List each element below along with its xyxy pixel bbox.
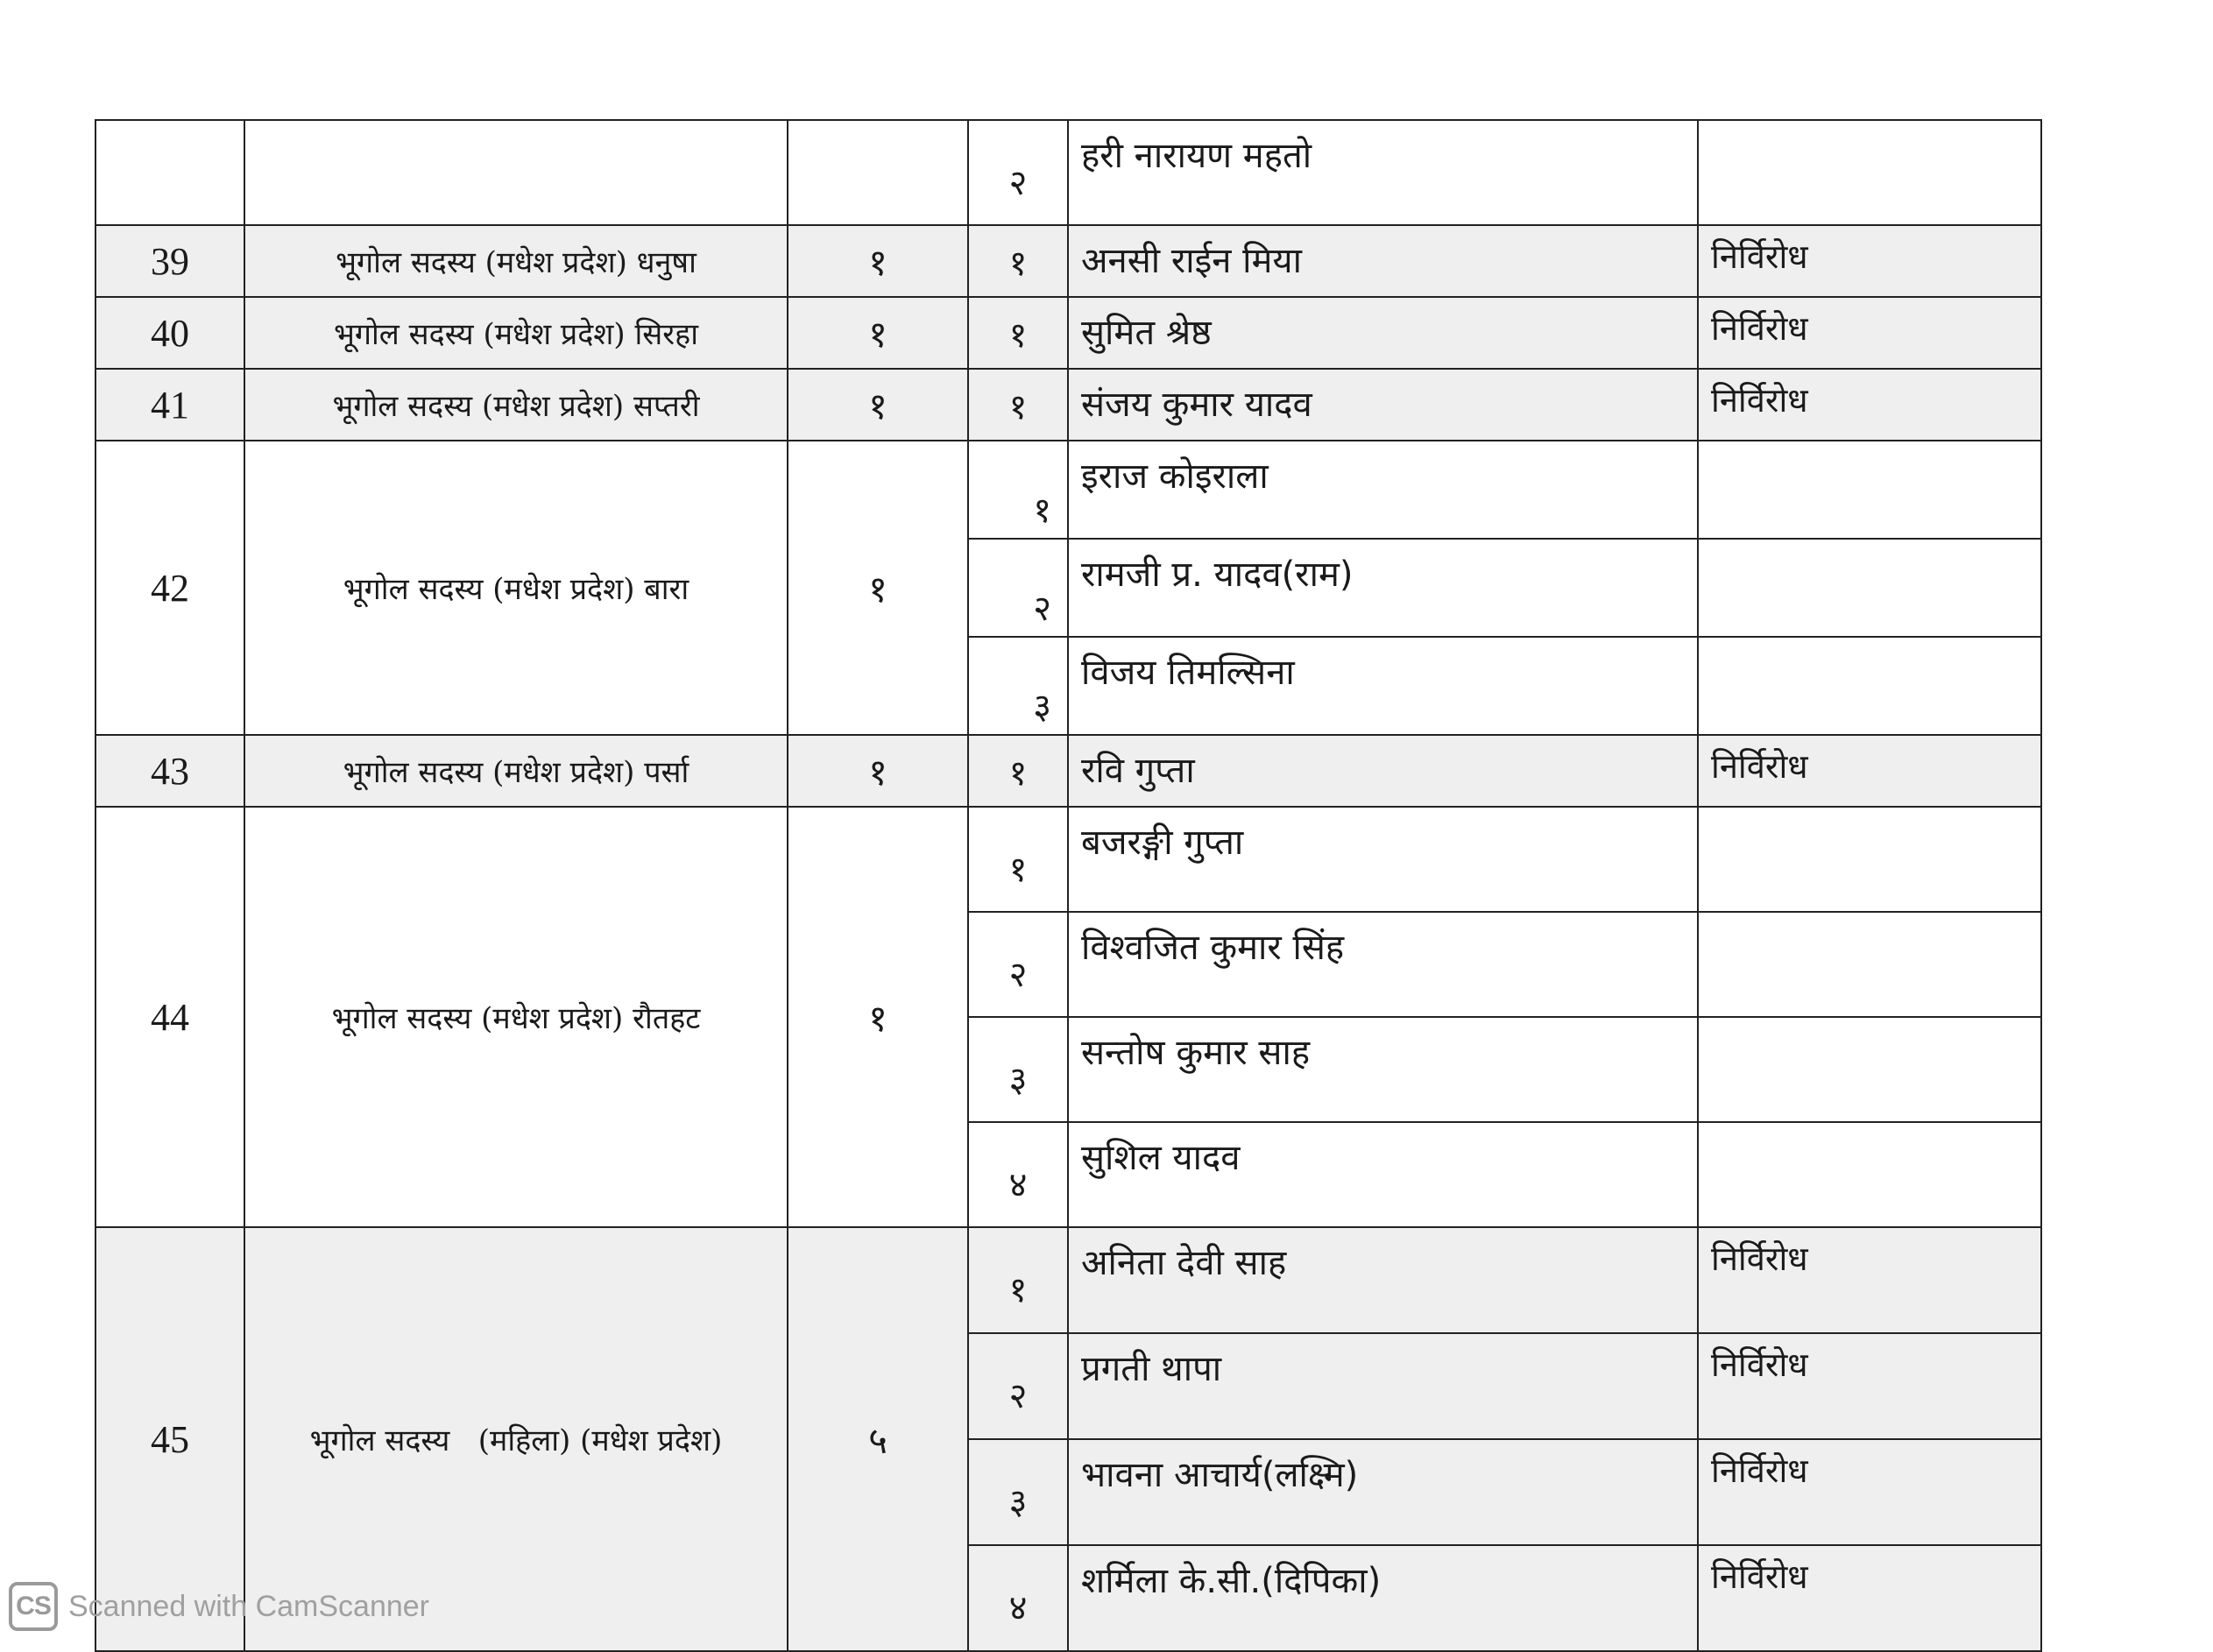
serial-cell bbox=[95, 120, 244, 225]
remark bbox=[1698, 807, 2041, 912]
candidate-name: सुशिल यादव bbox=[1068, 1122, 1698, 1227]
table-row bbox=[95, 1227, 2041, 1333]
candidate-number: २ bbox=[968, 912, 1068, 1017]
candidate-number: ४ bbox=[968, 1122, 1068, 1227]
remark-cell bbox=[1698, 120, 2041, 225]
post-title: भूगोल सदस्य (मधेश प्रदेश) धनुषा bbox=[244, 225, 788, 297]
table-row bbox=[95, 120, 2041, 225]
candidate-name: विश्वजित कुमार सिंह bbox=[1068, 912, 1698, 1017]
serial-number: 41 bbox=[95, 369, 244, 441]
remark: निर्विरोध bbox=[1698, 1333, 2041, 1439]
table-row bbox=[95, 225, 2041, 297]
candidate-name: शर्मिला के.सी.(दिपिका) bbox=[1068, 1545, 1698, 1651]
seat-count: १ bbox=[788, 369, 968, 441]
remark: निर्विरोध bbox=[1698, 369, 2041, 441]
post-title: भूगोल सदस्य (मधेश प्रदेश) सिरहा bbox=[244, 297, 788, 369]
candidate-number: २ bbox=[968, 120, 1068, 225]
candidate-number: १ bbox=[968, 297, 1068, 369]
candidate-name: सुमित श्रेष्ठ bbox=[1068, 297, 1698, 369]
watermark-text: Scanned with CamScanner bbox=[68, 1589, 430, 1623]
remark bbox=[1698, 1017, 2041, 1122]
seats-cell bbox=[788, 120, 968, 225]
seat-count: ५ bbox=[788, 1227, 968, 1651]
post-cell bbox=[244, 120, 788, 225]
serial-number: 40 bbox=[95, 297, 244, 369]
serial-number: 45 bbox=[95, 1227, 244, 1651]
candidate-number: १ bbox=[968, 807, 1068, 912]
candidate-name: अनसी राईन मिया bbox=[1068, 225, 1698, 297]
seat-count: १ bbox=[788, 297, 968, 369]
post-title: भूगोल सदस्य (मधेश प्रदेश) रौतहट bbox=[244, 807, 788, 1227]
candidate-number: ३ bbox=[968, 637, 1068, 735]
candidate-name: रामजी प्र. यादव(राम) bbox=[1068, 539, 1698, 637]
remark bbox=[1698, 539, 2041, 637]
remark: निर्विरोध bbox=[1698, 225, 2041, 297]
candidate-name: संजय कुमार यादव bbox=[1068, 369, 1698, 441]
table-row bbox=[95, 735, 2041, 807]
seat-count: १ bbox=[788, 807, 968, 1227]
post-title: भूगोल सदस्य (मधेश प्रदेश) सप्तरी bbox=[244, 369, 788, 441]
serial-number: 42 bbox=[95, 441, 244, 735]
table-row bbox=[95, 441, 2041, 539]
candidate-number: १ bbox=[968, 441, 1068, 539]
remark: निर्विरोध bbox=[1698, 1545, 2041, 1651]
candidate-name: सन्तोष कुमार साह bbox=[1068, 1017, 1698, 1122]
candidate-number: ३ bbox=[968, 1439, 1068, 1545]
candidate-name: विजय तिमल्सिना bbox=[1068, 637, 1698, 735]
remark bbox=[1698, 637, 2041, 735]
seat-count: १ bbox=[788, 225, 968, 297]
candidate-number: २ bbox=[968, 1333, 1068, 1439]
candidate-number: १ bbox=[968, 1227, 1068, 1333]
candidate-number: ३ bbox=[968, 1017, 1068, 1122]
seat-count: १ bbox=[788, 441, 968, 735]
remark: निर्विरोध bbox=[1698, 297, 2041, 369]
serial-number: 44 bbox=[95, 807, 244, 1227]
camscanner-logo-icon: CS bbox=[9, 1582, 58, 1631]
candidate-name: बजरङ्गी गुप्ता bbox=[1068, 807, 1698, 912]
post-title: भूगोल सदस्य (मधेश प्रदेश) बारा bbox=[244, 441, 788, 735]
camscanner-watermark bbox=[9, 1578, 429, 1634]
candidate-number: ४ bbox=[968, 1545, 1068, 1651]
candidate-results-table bbox=[95, 119, 2042, 1652]
candidate-name: इराज कोइराला bbox=[1068, 441, 1698, 539]
remark bbox=[1698, 1122, 2041, 1227]
remark: निर्विरोध bbox=[1698, 735, 2041, 807]
post-title: भूगोल सदस्य (महिला) (मधेश प्रदेश) bbox=[244, 1227, 788, 1651]
serial-number: 43 bbox=[95, 735, 244, 807]
table-row bbox=[95, 369, 2041, 441]
seat-count: १ bbox=[788, 735, 968, 807]
post-title: भूगोल सदस्य (मधेश प्रदेश) पर्सा bbox=[244, 735, 788, 807]
serial-number: 39 bbox=[95, 225, 244, 297]
candidate-name: अनिता देवी साह bbox=[1068, 1227, 1698, 1333]
candidate-name: हरी नारायण महतो bbox=[1068, 120, 1698, 225]
candidate-name: भावना आचार्य(लक्ष्मि) bbox=[1068, 1439, 1698, 1545]
candidate-name: रवि गुप्ता bbox=[1068, 735, 1698, 807]
table-row bbox=[95, 807, 2041, 912]
remark bbox=[1698, 441, 2041, 539]
candidate-name: प्रगती थापा bbox=[1068, 1333, 1698, 1439]
remark: निर्विरोध bbox=[1698, 1439, 2041, 1545]
remark bbox=[1698, 912, 2041, 1017]
candidate-number: १ bbox=[968, 735, 1068, 807]
candidate-number: २ bbox=[968, 539, 1068, 637]
candidate-number: १ bbox=[968, 225, 1068, 297]
table-row bbox=[95, 297, 2041, 369]
remark: निर्विरोध bbox=[1698, 1227, 2041, 1333]
candidate-number: १ bbox=[968, 369, 1068, 441]
